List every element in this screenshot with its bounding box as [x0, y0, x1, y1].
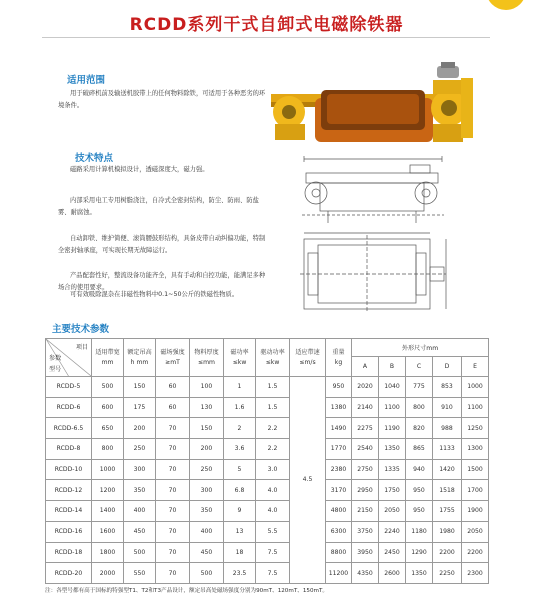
value-cell: 200: [124, 418, 156, 439]
table-header-cell: 重量 kg: [326, 339, 352, 377]
value-cell: 550: [124, 563, 156, 584]
dim-cell: 865: [406, 439, 433, 460]
value-cell: 200: [190, 439, 224, 460]
table-row: [46, 397, 489, 418]
value-cell: 60: [156, 397, 190, 418]
model-cell: RCDD-8: [46, 439, 92, 460]
section-heading-features: 技术特点: [75, 153, 114, 164]
table-row: [46, 418, 489, 439]
dim-cell: 1750: [379, 480, 406, 501]
value-cell: 1.5: [256, 397, 290, 418]
value-cell: 150: [190, 418, 224, 439]
weight-cell: 2380: [326, 459, 352, 480]
value-cell: 500: [92, 377, 124, 398]
table-header-dim: D: [433, 357, 462, 377]
value-cell: 70: [156, 501, 190, 522]
title-divider: [42, 37, 490, 38]
model-cell: RCDD-20: [46, 563, 92, 584]
spec-table-body: [46, 377, 489, 584]
weight-cell: 1380: [326, 397, 352, 418]
value-cell: 13: [224, 521, 256, 542]
value-cell: 70: [156, 439, 190, 460]
value-cell: 400: [124, 501, 156, 522]
dim-cell: 1500: [462, 459, 489, 480]
dim-cell: 2950: [352, 480, 379, 501]
weight-cell: 3170: [326, 480, 352, 501]
dim-cell: 1518: [433, 480, 462, 501]
value-cell: 1200: [92, 480, 124, 501]
dim-cell: 4350: [352, 563, 379, 584]
value-cell: 400: [190, 521, 224, 542]
dim-cell: 2200: [433, 542, 462, 563]
dim-cell: 950: [406, 501, 433, 522]
value-cell: 2.2: [256, 439, 290, 460]
value-cell: 70: [156, 542, 190, 563]
value-cell: 18: [224, 542, 256, 563]
page-title: RCDD系列干式自卸式电磁除铁器: [129, 15, 404, 35]
value-cell: 300: [124, 459, 156, 480]
value-cell: 1800: [92, 542, 124, 563]
value-cell: 150: [124, 377, 156, 398]
dim-cell: 2600: [379, 563, 406, 584]
table-row: [46, 501, 489, 522]
value-cell: 175: [124, 397, 156, 418]
dim-cell: 1350: [379, 439, 406, 460]
dim-cell: 2240: [379, 521, 406, 542]
value-cell: 70: [156, 521, 190, 542]
table-row: [46, 542, 489, 563]
technical-drawing: [298, 155, 448, 315]
model-cell: RCDD-14: [46, 501, 92, 522]
dim-cell: 950: [406, 480, 433, 501]
model-cell: RCDD-6.5: [46, 418, 92, 439]
dim-cell: 1300: [462, 439, 489, 460]
dim-cell: 1980: [433, 521, 462, 542]
dim-cell: 2750: [352, 459, 379, 480]
dim-cell: 2020: [352, 377, 379, 398]
application-text: 用于破碎机前及输送机胶带上的任何物料除铁，可适用于各种恶劣的环境条件。: [58, 90, 266, 110]
dim-cell: 1100: [462, 397, 489, 418]
dim-cell: 988: [433, 418, 462, 439]
table-header-cell: 磁场强度 ≥mT: [156, 339, 190, 377]
model-cell: RCDD-18: [46, 542, 92, 563]
value-cell: 70: [156, 459, 190, 480]
section-heading-application: 适用范围: [67, 75, 106, 86]
weight-cell: 6300: [326, 521, 352, 542]
value-cell: 600: [92, 397, 124, 418]
table-header-dim: C: [406, 357, 433, 377]
corner-badge: [486, 0, 526, 10]
weight-cell: 950: [326, 377, 352, 398]
value-cell: 5: [224, 459, 256, 480]
value-cell: 70: [156, 480, 190, 501]
model-cell: RCDD-10: [46, 459, 92, 480]
dim-cell: 940: [406, 459, 433, 480]
dim-cell: 1350: [406, 563, 433, 584]
dim-cell: 1755: [433, 501, 462, 522]
table-row: [46, 377, 489, 398]
table-header-cell: 适应带速 ≤m/s: [290, 339, 326, 377]
dim-cell: 1900: [462, 501, 489, 522]
weight-cell: 4800: [326, 501, 352, 522]
value-cell: 1: [224, 377, 256, 398]
value-cell: 250: [124, 439, 156, 460]
dim-cell: 1190: [379, 418, 406, 439]
value-cell: 4.0: [256, 501, 290, 522]
dim-cell: 3950: [352, 542, 379, 563]
value-cell: 500: [190, 563, 224, 584]
value-cell: 350: [124, 480, 156, 501]
value-cell: 4.0: [256, 480, 290, 501]
value-cell: 23.5: [224, 563, 256, 584]
value-cell: 650: [92, 418, 124, 439]
table-header-cell: 驱动功率 ≤kw: [256, 339, 290, 377]
dim-cell: 775: [406, 377, 433, 398]
dim-cell: 1100: [379, 397, 406, 418]
value-cell: 9: [224, 501, 256, 522]
model-cell: RCDD-6: [46, 397, 92, 418]
dim-cell: 853: [433, 377, 462, 398]
value-cell: 2: [224, 418, 256, 439]
value-cell: 800: [92, 439, 124, 460]
footnote: 注：各型号都有高于国标的特强型T1、T2和T3产品设计，额定吊高处磁场强度分别为90mT、120mT、150mT。: [45, 588, 328, 594]
header-label-model: 型号: [49, 366, 62, 373]
dim-cell: 820: [406, 418, 433, 439]
value-cell: 250: [190, 459, 224, 480]
spec-table: [45, 338, 489, 584]
value-cell: 450: [190, 542, 224, 563]
dim-cell: 2300: [462, 563, 489, 584]
dim-cell: 2050: [462, 521, 489, 542]
feature-paragraph: 自动卸铁、维护简便、滚筒腰鼓形结构，具备皮带自动纠偏功能，特制全密封轴承座，可实现长期无故障运行。: [58, 235, 266, 255]
value-cell: 2000: [92, 563, 124, 584]
dim-cell: 2200: [462, 542, 489, 563]
dim-cell: 2450: [379, 542, 406, 563]
value-cell: 7.5: [256, 542, 290, 563]
model-cell: RCDD-12: [46, 480, 92, 501]
table-header-cell: 额定吊高 h mm: [124, 339, 156, 377]
model-cell: RCDD-5: [46, 377, 92, 398]
speed-cell: 4.5: [290, 377, 326, 584]
value-cell: 1400: [92, 501, 124, 522]
feature-paragraph: 产品配套性好，整流设备功能齐全，具有手动和自控功能，能满足多种场合的使用要求。: [58, 272, 266, 292]
dim-cell: 3750: [352, 521, 379, 542]
table-row: [46, 563, 489, 584]
feature-paragraph: 内部采用电工专用树脂浇注，自冷式全密封结构，防尘、防雨、防盐雾、耐腐蚀。: [58, 197, 259, 217]
table-header-dim: B: [379, 357, 406, 377]
table-header-corner: [46, 339, 92, 377]
weight-cell: 11200: [326, 563, 352, 584]
table-row: [46, 439, 489, 460]
model-cell: RCDD-16: [46, 521, 92, 542]
table-row: [46, 459, 489, 480]
value-cell: 350: [190, 501, 224, 522]
dim-cell: 1133: [433, 439, 462, 460]
value-cell: 60: [156, 377, 190, 398]
table-header-cell: 磁功率 ≤kw: [224, 339, 256, 377]
dim-cell: 1420: [433, 459, 462, 480]
dim-cell: 2050: [379, 501, 406, 522]
value-cell: 130: [190, 397, 224, 418]
table-header-cell: 物料厚度 ≤mm: [190, 339, 224, 377]
dim-cell: 1290: [406, 542, 433, 563]
value-cell: 300: [190, 480, 224, 501]
dim-cell: 2275: [352, 418, 379, 439]
dim-cell: 1040: [379, 377, 406, 398]
value-cell: 1.5: [256, 377, 290, 398]
dim-cell: 1700: [462, 480, 489, 501]
feature-paragraph: 可有效吸除混杂在非磁性物料中0.1~50公斤的铁磁性物质。: [70, 291, 239, 298]
dim-cell: 1180: [406, 521, 433, 542]
value-cell: 1.6: [224, 397, 256, 418]
value-cell: 100: [190, 377, 224, 398]
value-cell: 450: [124, 521, 156, 542]
section-heading-specs: 主要技术参数: [52, 324, 110, 335]
header-label-item: 项目: [75, 344, 88, 351]
machine-illustration: [265, 60, 475, 152]
dim-cell: 1000: [462, 377, 489, 398]
table-row: [46, 521, 489, 542]
table-header-dim: E: [462, 357, 489, 377]
value-cell: 6.8: [224, 480, 256, 501]
feature-paragraph: 磁路采用计算机模拟设计，透磁深度大，磁力强。: [70, 166, 209, 173]
value-cell: 70: [156, 418, 190, 439]
dim-cell: 800: [406, 397, 433, 418]
table-header-dims: 外形尺寸mm: [352, 339, 489, 357]
weight-cell: 1770: [326, 439, 352, 460]
value-cell: 500: [124, 542, 156, 563]
value-cell: 1000: [92, 459, 124, 480]
value-cell: 3.0: [256, 459, 290, 480]
value-cell: 1600: [92, 521, 124, 542]
dim-cell: 2140: [352, 397, 379, 418]
dim-cell: 910: [433, 397, 462, 418]
value-cell: 2.2: [256, 418, 290, 439]
value-cell: 70: [156, 563, 190, 584]
header-label-param: 参数: [49, 355, 62, 362]
weight-cell: 1490: [326, 418, 352, 439]
table-header-dim: A: [352, 357, 379, 377]
dim-cell: 2150: [352, 501, 379, 522]
value-cell: 7.5: [256, 563, 290, 584]
dim-cell: 2250: [433, 563, 462, 584]
dim-cell: 2540: [352, 439, 379, 460]
value-cell: 3.6: [224, 439, 256, 460]
dim-cell: 1335: [379, 459, 406, 480]
weight-cell: 8800: [326, 542, 352, 563]
table-row: [46, 480, 489, 501]
table-header-cell: 适用带宽 mm: [92, 339, 124, 377]
value-cell: 5.5: [256, 521, 290, 542]
dim-cell: 1250: [462, 418, 489, 439]
